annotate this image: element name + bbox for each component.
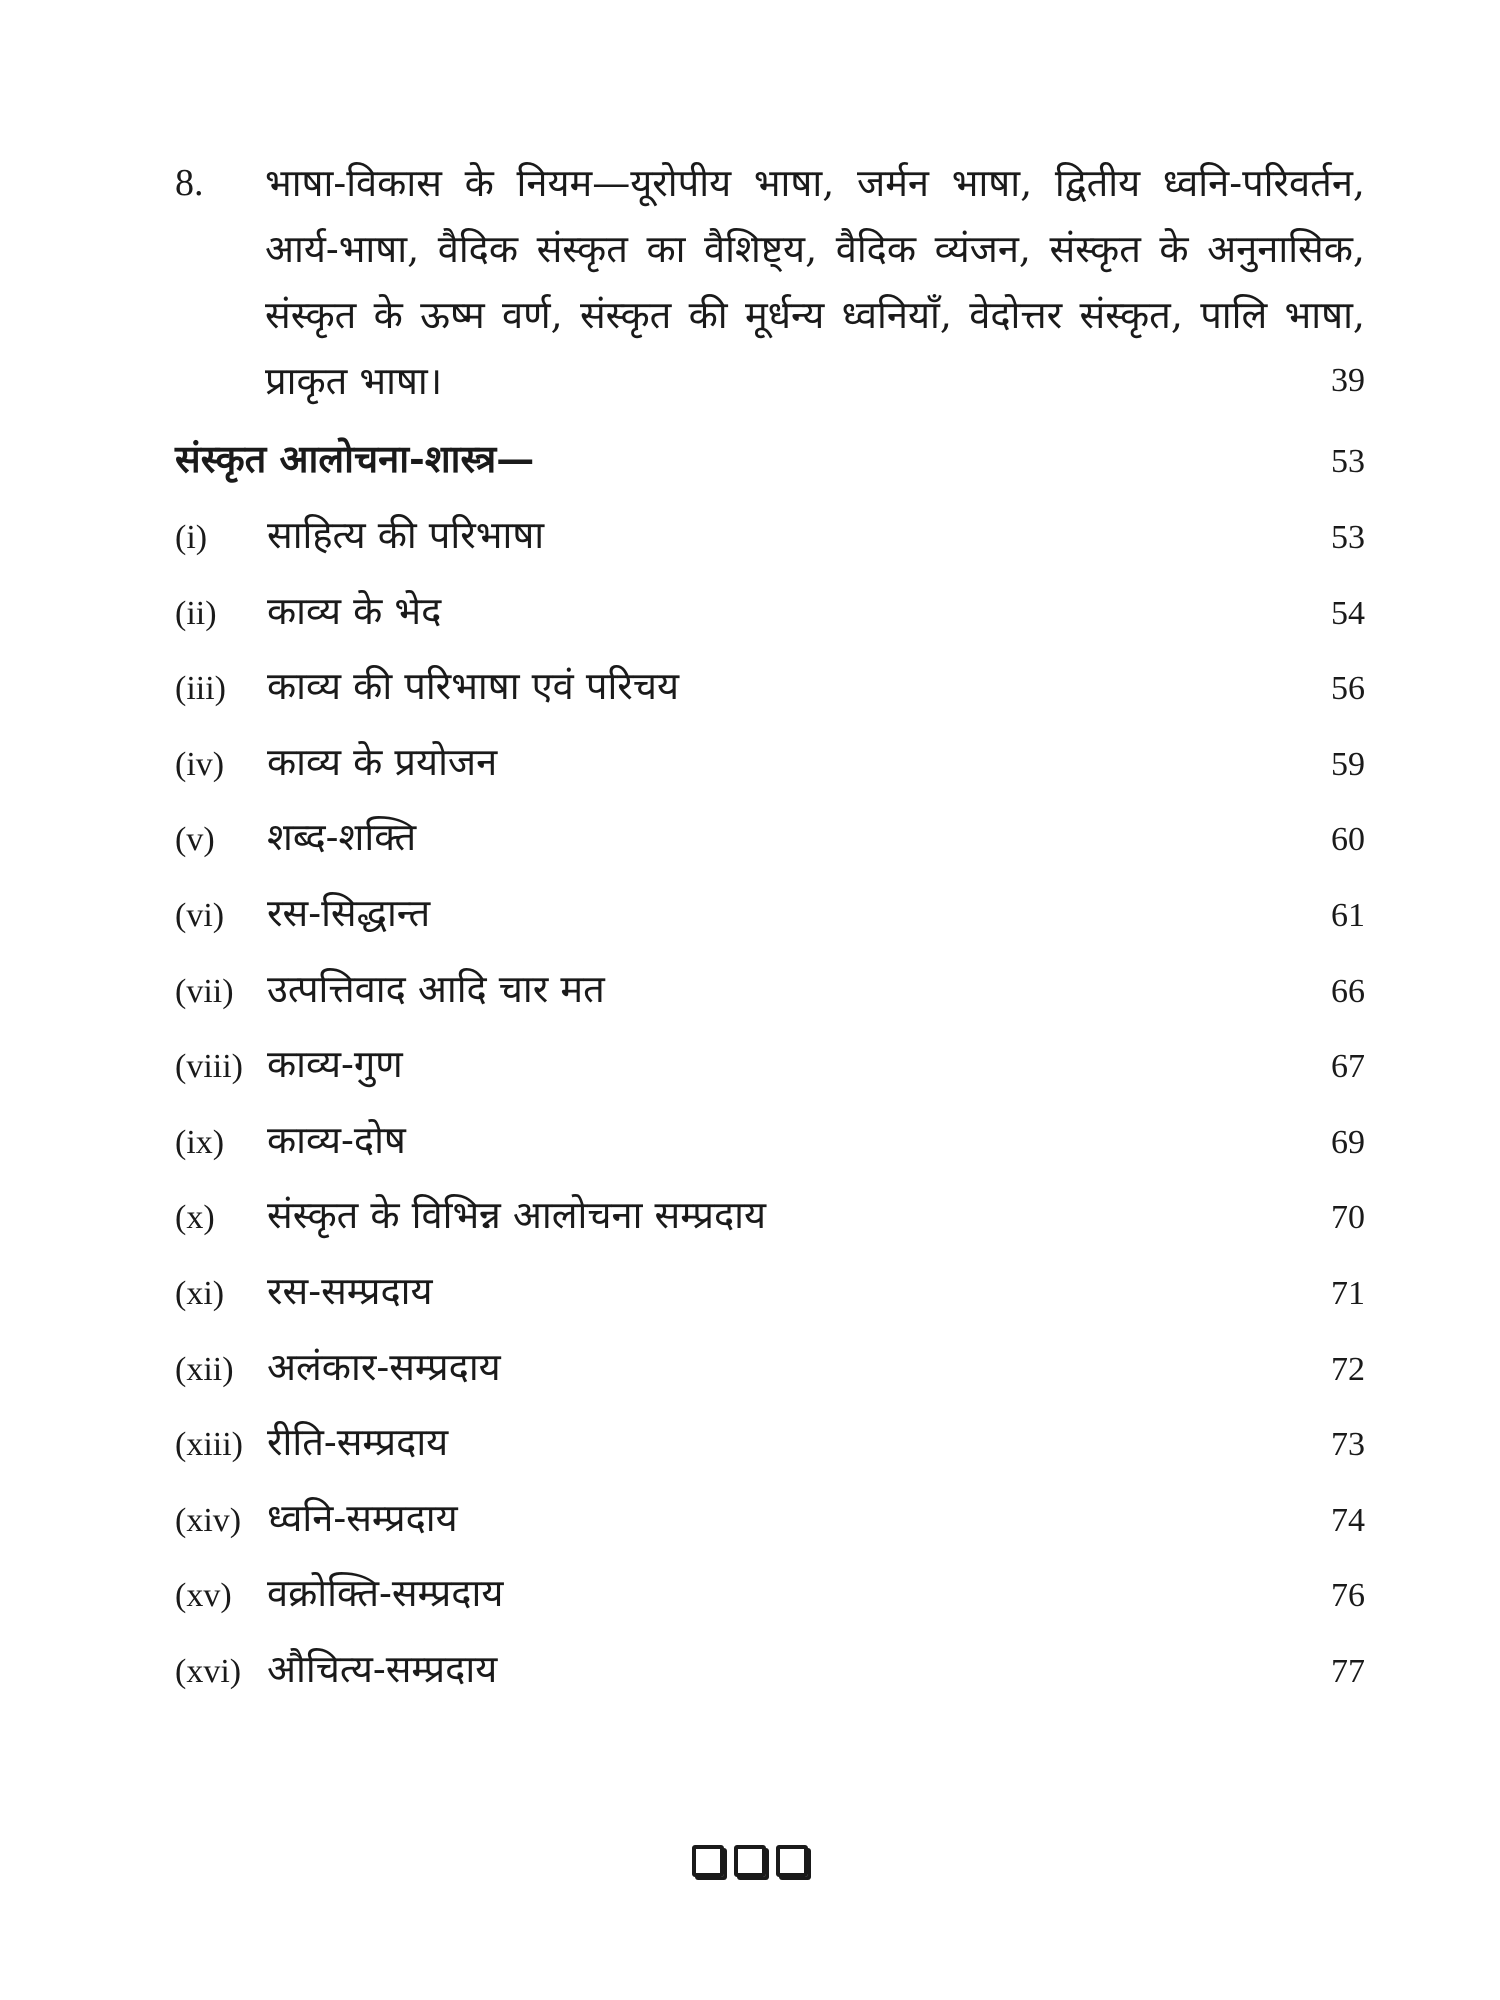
toc-item bbox=[175, 659, 1365, 735]
item-page-number: 60 bbox=[1331, 821, 1365, 859]
item-numeral: (x) bbox=[175, 1199, 215, 1237]
toc-item bbox=[175, 735, 1365, 811]
item-page-number: 67 bbox=[1331, 1048, 1365, 1086]
item-page-number: 73 bbox=[1331, 1426, 1365, 1464]
toc-subitems bbox=[175, 508, 1365, 1718]
item-numeral: (iii) bbox=[175, 670, 226, 708]
item-numeral: (xiv) bbox=[175, 1501, 242, 1539]
square-ornament-icon bbox=[734, 1845, 766, 1877]
item-label: उत्पत्तिवाद आदि चार मत bbox=[267, 966, 605, 1011]
toc-item bbox=[175, 1264, 1365, 1340]
toc-item bbox=[175, 1642, 1365, 1718]
item-page-number: 53 bbox=[1331, 519, 1365, 556]
item-label: ध्वनि-सम्प्रदाय bbox=[267, 1495, 458, 1540]
item-label: काव्य की परिभाषा एवं परिचय bbox=[267, 664, 680, 709]
item-numeral: (iv) bbox=[175, 745, 225, 783]
item-label: काव्य-दोष bbox=[267, 1117, 406, 1162]
item-numeral: (xii) bbox=[175, 1350, 234, 1388]
item-numeral: (v) bbox=[175, 821, 215, 859]
toc-item bbox=[175, 962, 1365, 1038]
toc-item bbox=[175, 584, 1365, 660]
item-numeral: (xv) bbox=[175, 1577, 232, 1615]
toc-item bbox=[175, 1566, 1365, 1642]
item-numeral: (xiii) bbox=[175, 1426, 243, 1464]
toc-item bbox=[175, 1188, 1365, 1264]
toc-item bbox=[175, 1415, 1365, 1491]
item-page-number: 72 bbox=[1331, 1350, 1365, 1388]
item-page-number: 69 bbox=[1331, 1123, 1365, 1161]
item-label: काव्य-गुण bbox=[267, 1042, 403, 1087]
section-heading bbox=[175, 432, 1365, 508]
item-page-number: 71 bbox=[1331, 1274, 1365, 1312]
item-page-number: 74 bbox=[1331, 1501, 1365, 1539]
toc-item bbox=[175, 508, 1365, 584]
item-label: वक्रोक्ति-सम्प्रदाय bbox=[267, 1571, 504, 1616]
section-title: संस्कृत आलोचना-शास्त्र— bbox=[175, 436, 535, 481]
item-label: काव्य के भेद bbox=[267, 588, 442, 633]
item-numeral: (xi) bbox=[175, 1274, 225, 1312]
item-label: काव्य के प्रयोजन bbox=[267, 739, 498, 784]
item-numeral: (ix) bbox=[175, 1123, 225, 1161]
toc-item bbox=[175, 1113, 1365, 1189]
item-page-number: 66 bbox=[1331, 972, 1365, 1010]
entry-body bbox=[265, 150, 1365, 414]
item-label: शब्द-शक्ति bbox=[267, 815, 417, 860]
end-of-section-mark bbox=[0, 1845, 1500, 1877]
toc-item bbox=[175, 886, 1365, 962]
item-page-number: 59 bbox=[1331, 745, 1365, 783]
item-label: रस-सम्प्रदाय bbox=[267, 1268, 433, 1313]
toc-item bbox=[175, 1340, 1365, 1416]
entry-number: 8. bbox=[175, 162, 204, 204]
entry-page-number: 39 bbox=[1331, 362, 1365, 399]
toc-item bbox=[175, 810, 1365, 886]
item-numeral: (xvi) bbox=[175, 1652, 242, 1690]
item-label: रीति-सम्प्रदाय bbox=[267, 1420, 449, 1465]
item-page-number: 54 bbox=[1331, 594, 1365, 632]
square-ornament-icon bbox=[776, 1845, 808, 1877]
item-page-number: 56 bbox=[1331, 670, 1365, 708]
item-page-number: 70 bbox=[1331, 1199, 1365, 1237]
toc-item bbox=[175, 1491, 1365, 1567]
entry-text: भाषा-विकास के नियम—यूरोपीय भाषा, जर्मन भाषा, द्वितीय ध्वनि-परिवर्तन, आर्य-भाषा, वैदिक संस्कृत का वैशिष्ट्य, वैदिक व्यंजन, संस्कृत के अनुनासिक, संस्कृत के ऊष्म वर्ण, संस्कृत की मूर्धन्य ध्वनियाँ, वेदोत्तर संस्कृत, पालि भाषा, प्राकृत भाषा। bbox=[265, 161, 1365, 403]
toc-entry-8 bbox=[175, 150, 1365, 414]
section-page-number: 53 bbox=[1331, 443, 1365, 480]
toc-item bbox=[175, 1037, 1365, 1113]
item-numeral: (viii) bbox=[175, 1048, 243, 1086]
item-label: औचित्य-सम्प्रदाय bbox=[267, 1646, 498, 1691]
item-numeral: (i) bbox=[175, 519, 208, 556]
item-label: साहित्य की परिभाषा bbox=[267, 513, 545, 557]
square-ornament-icon bbox=[692, 1845, 724, 1877]
item-label: अलंकार-सम्प्रदाय bbox=[267, 1344, 501, 1389]
item-page-number: 61 bbox=[1331, 896, 1365, 934]
table-of-contents bbox=[175, 150, 1365, 1718]
item-label: संस्कृत के विभिन्न आलोचना सम्प्रदाय bbox=[267, 1193, 766, 1238]
item-numeral: (ii) bbox=[175, 594, 217, 632]
item-label: रस-सिद्धान्त bbox=[267, 890, 431, 935]
item-page-number: 76 bbox=[1331, 1577, 1365, 1615]
item-numeral: (vii) bbox=[175, 972, 234, 1010]
item-page-number: 77 bbox=[1331, 1652, 1365, 1690]
item-numeral: (vi) bbox=[175, 896, 225, 934]
